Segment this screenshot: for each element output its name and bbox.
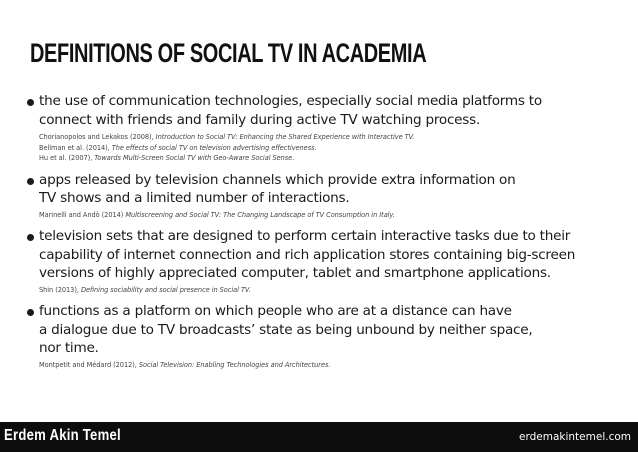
citation — [39, 210, 626, 221]
text-line: functions as a platform on which people who are at a distance can have — [39, 303, 512, 319]
citation-title: Defining sociability and social presence in Social TV. — [80, 285, 251, 294]
list-item — [26, 227, 626, 295]
text-line: connect with friends and family during active TV watching process. — [39, 111, 481, 128]
citation — [39, 360, 626, 371]
bullet-list — [26, 92, 626, 370]
citation-author: Chorianopolos and Lekakos (2008), — [39, 133, 154, 141]
bullet-text — [39, 227, 626, 283]
bullet-icon — [27, 309, 34, 316]
bullet-text — [39, 92, 626, 129]
citation-title: Social Television: Enabling Technologies and Architectures. — [138, 360, 331, 369]
bullet-text — [39, 302, 626, 358]
text-line: television sets that are designed to perform certain interactive tasks due to their — [39, 228, 571, 244]
text-line: nor time. — [39, 340, 99, 356]
text-line: versions of highly appreciated computer, tablet and smartphone applications. — [39, 265, 551, 281]
page-title: DEFINITIONS OF SOCIAL TV IN ACADEMIA — [30, 38, 427, 68]
citation — [39, 285, 626, 296]
citation-author: Shin (2013), — [39, 285, 79, 294]
footer-bar — [0, 422, 638, 452]
citation-title: Towards Multi-Screen Social TV with Geo-Aware Social Sense. — [94, 154, 295, 162]
citation-author: Bellman et al. (2014), — [39, 143, 110, 152]
bullet-icon — [27, 234, 34, 241]
list-item — [26, 302, 626, 370]
website-link[interactable]: erdemakintemel.com — [519, 431, 631, 443]
citation — [39, 132, 626, 143]
citation — [39, 153, 626, 164]
citation-title: The effects of social TV on television advertising effectiveness. — [111, 143, 317, 152]
bullet-icon — [27, 178, 34, 185]
bullet-text — [39, 171, 626, 208]
citation-author: Marinelli and Andò (2014) — [39, 210, 124, 219]
list-item — [26, 92, 626, 164]
text-line: a dialogue due to TV broadcasts’ state as being unbound by neither space, — [39, 321, 533, 338]
citation-author: Montpetit and Médard (2012), — [39, 360, 137, 369]
text-line: capability of internet connection and rich application stores containing big-screen — [39, 246, 576, 263]
text-line: apps released by television channels which provide extra information on — [39, 171, 516, 188]
author-name: Erdem Akin Temel — [4, 427, 121, 444]
citation-title: Introduction to Social TV: Enhancing the Shared Experience with Interactive TV. — [155, 133, 415, 141]
text-line: the use of communication technologies, especially social media platforms to — [39, 93, 542, 109]
list-item — [26, 171, 626, 221]
citation — [39, 143, 626, 154]
bullet-icon — [27, 99, 34, 106]
citation-author: Hu et al. (2007), — [39, 154, 93, 162]
citation-title: Multiscreening and Social TV: The Changing Landscape of TV Consumption in Italy. — [125, 210, 395, 219]
text-line: TV shows and a limited number of interactions. — [39, 190, 350, 206]
